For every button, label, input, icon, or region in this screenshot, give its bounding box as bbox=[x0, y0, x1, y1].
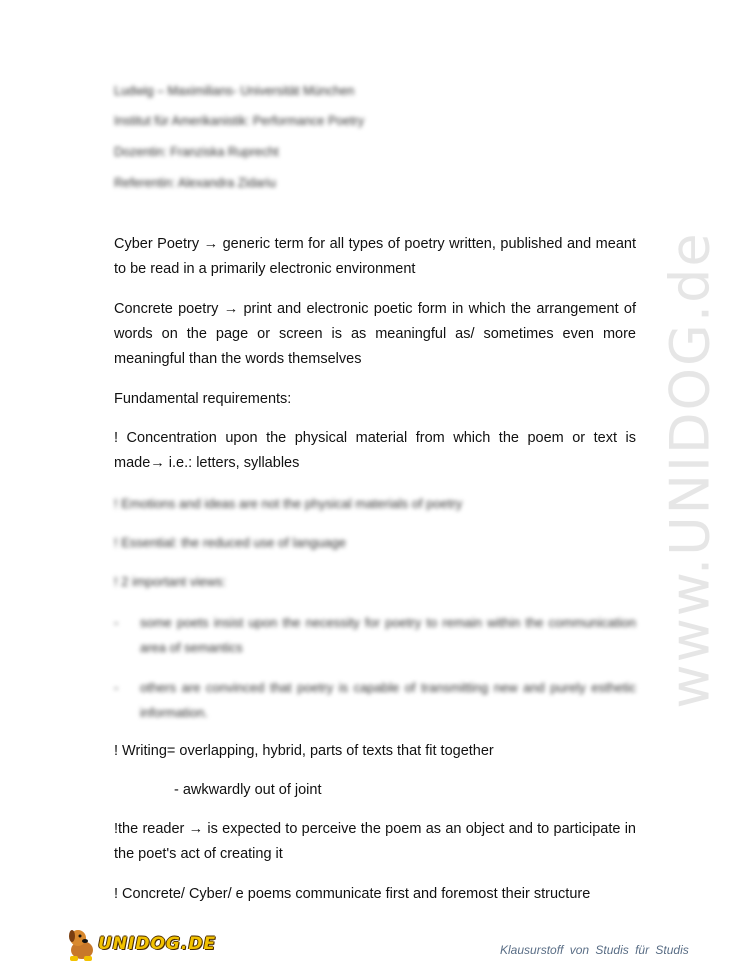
list-item bbox=[114, 610, 636, 660]
paragraph-emotions: ! Emotions and ideas are not the physical materials of poetry bbox=[114, 496, 463, 511]
paragraph-concrete-poetry: Concrete poetry → print and electronic poetic form in which the arrangement of words on the page or screen is as meaningful as/ sometimes even more meaningful than the words themselves bbox=[114, 301, 636, 367]
paragraph-reader: !the reader → is expected to perceive the poem as an object and to participate in the poet's act of creating it bbox=[114, 821, 636, 862]
header-presenter: Referentin: Alexandra Zidariu bbox=[114, 176, 276, 190]
paragraph-requirements-heading: Fundamental requirements: bbox=[114, 391, 292, 407]
paragraph-essential: ! Essential: the reduced use of language bbox=[114, 535, 346, 550]
list-item-text: others are convinced that poetry is capable of transmitting new and purely esthetic information. bbox=[140, 680, 636, 720]
unidog-logo bbox=[66, 926, 217, 962]
list-item-text: some poets insist upon the necessity for poetry to remain within the communication area of semantics bbox=[140, 615, 636, 655]
paragraph-writing: ! Writing= overlapping, hybrid, parts of texts that fit together bbox=[114, 743, 494, 759]
bullet-dash: - bbox=[114, 615, 119, 630]
header-university: Ludwig – Maximilians- Universität München bbox=[114, 84, 355, 98]
bullet-dash: - bbox=[114, 680, 119, 695]
paragraph-structure: ! Concrete/ Cyber/ e poems communicate first and foremost their structure bbox=[114, 886, 591, 902]
list-item bbox=[114, 675, 636, 725]
header-lecturer: Dozentin: Franziska Ruprecht bbox=[114, 145, 279, 159]
paragraph-awkwardly: - awkwardly out of joint bbox=[174, 782, 322, 798]
paragraph-views: ! 2 important views: bbox=[114, 574, 226, 589]
paragraph-concentration: ! Concentration upon the physical material from which the poem or text is made→ i.e.: letters, syllables bbox=[114, 430, 636, 471]
logo-text: UNIDOG.DE bbox=[98, 934, 217, 954]
dog-icon bbox=[66, 926, 100, 962]
header-institute: Institut für Amerikanistik: Performance Poetry bbox=[114, 114, 365, 128]
paragraph-cyber-poetry: Cyber Poetry → generic term for all types of poetry written, published and meant to be read in a primarily electronic environment bbox=[114, 236, 636, 277]
footer-tagline: Klausurstoff von Studis für Studis bbox=[500, 943, 689, 957]
watermark: www.UNIDOG.de bbox=[658, 231, 722, 709]
